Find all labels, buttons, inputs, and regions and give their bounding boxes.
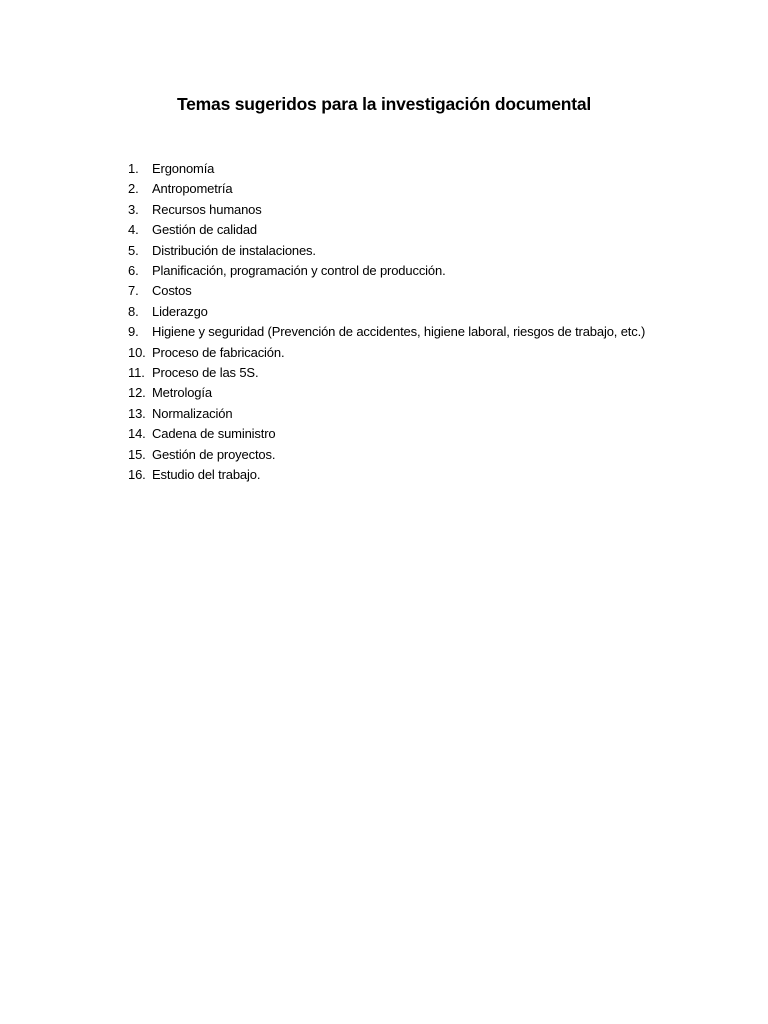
list-item bbox=[120, 383, 680, 403]
list-item-number-label: 14. bbox=[128, 426, 146, 442]
list-item-number-label: 2. bbox=[128, 181, 139, 197]
list-item-number bbox=[120, 404, 151, 424]
list-item bbox=[120, 179, 680, 199]
list-item-number bbox=[120, 465, 151, 485]
list-item-text: Proceso de las 5S. bbox=[152, 365, 259, 381]
list-item bbox=[120, 322, 680, 342]
topic-list bbox=[120, 159, 680, 486]
list-item-text: Planificación, programación y control de producción. bbox=[152, 263, 446, 279]
list-item-number-label: 15. bbox=[128, 446, 146, 462]
list-item-number-label: 4. bbox=[128, 222, 139, 238]
list-item-text: Distribución de instalaciones. bbox=[152, 242, 316, 258]
list-item bbox=[120, 241, 680, 261]
list-item-text: Antropometría bbox=[152, 181, 233, 197]
list-item bbox=[120, 302, 680, 322]
list-item-number bbox=[120, 363, 151, 383]
list-item bbox=[120, 465, 680, 485]
list-item-text: Gestión de calidad bbox=[152, 222, 257, 238]
list-item-number bbox=[120, 424, 151, 444]
list-item-number bbox=[120, 261, 151, 281]
list-item-number bbox=[120, 302, 151, 322]
list-item-number bbox=[120, 281, 151, 301]
list-item-number-label: 5. bbox=[128, 242, 139, 258]
list-item-text: Gestión de proyectos. bbox=[152, 446, 276, 462]
list-item-number-label: 11. bbox=[128, 365, 145, 381]
list-item-text: Cadena de suministro bbox=[152, 426, 276, 442]
list-item bbox=[120, 404, 680, 424]
list-item bbox=[120, 424, 680, 444]
list-item-number bbox=[120, 179, 151, 199]
list-item bbox=[120, 159, 680, 179]
list-item-text: Liderazgo bbox=[152, 303, 208, 319]
list-item bbox=[120, 343, 680, 363]
list-item-number bbox=[120, 220, 151, 240]
list-item-number-label: 12. bbox=[128, 385, 146, 401]
list-item-number bbox=[120, 343, 151, 363]
list-item-text: Recursos humanos bbox=[152, 201, 262, 217]
list-item-text: Ergonomía bbox=[152, 161, 215, 176]
list-item-text: Metrología bbox=[152, 385, 212, 401]
list-item-number-label: 8. bbox=[128, 303, 139, 319]
list-item-number-label: 3. bbox=[128, 201, 139, 217]
list-item-number-label: 10. bbox=[128, 344, 146, 360]
list-item bbox=[120, 220, 680, 240]
list-item bbox=[120, 363, 680, 383]
list-item bbox=[120, 261, 680, 281]
list-item-number-label: 6. bbox=[128, 263, 139, 279]
list-item-number bbox=[120, 383, 151, 403]
list-item-number bbox=[120, 159, 151, 179]
list-item bbox=[120, 445, 680, 465]
list-item-text: Proceso de fabricación. bbox=[152, 344, 285, 360]
list-item-text: Estudio del trabajo. bbox=[152, 467, 261, 483]
page-title: Temas sugeridos para la investigación documental bbox=[176, 94, 592, 114]
list-item-text: Higiene y seguridad (Prevención de accidentes, higiene laboral, riesgos de trabajo, etc.) bbox=[152, 324, 646, 340]
list-item-text: Costos bbox=[152, 283, 192, 299]
list-item-number bbox=[120, 445, 151, 465]
list-item-number-label: 7. bbox=[128, 283, 139, 299]
list-item-number-label: 16. bbox=[128, 467, 146, 483]
list-item-number bbox=[120, 241, 151, 261]
list-item-number-label: 9. bbox=[128, 324, 139, 340]
list-item-text: Normalización bbox=[152, 405, 233, 421]
list-item bbox=[120, 200, 680, 220]
list-item-number-label: 1. bbox=[128, 161, 139, 176]
list-item-number-label: 13. bbox=[128, 405, 146, 421]
list-item-number bbox=[120, 200, 151, 220]
list-item-number bbox=[120, 322, 151, 342]
list-item bbox=[120, 281, 680, 301]
